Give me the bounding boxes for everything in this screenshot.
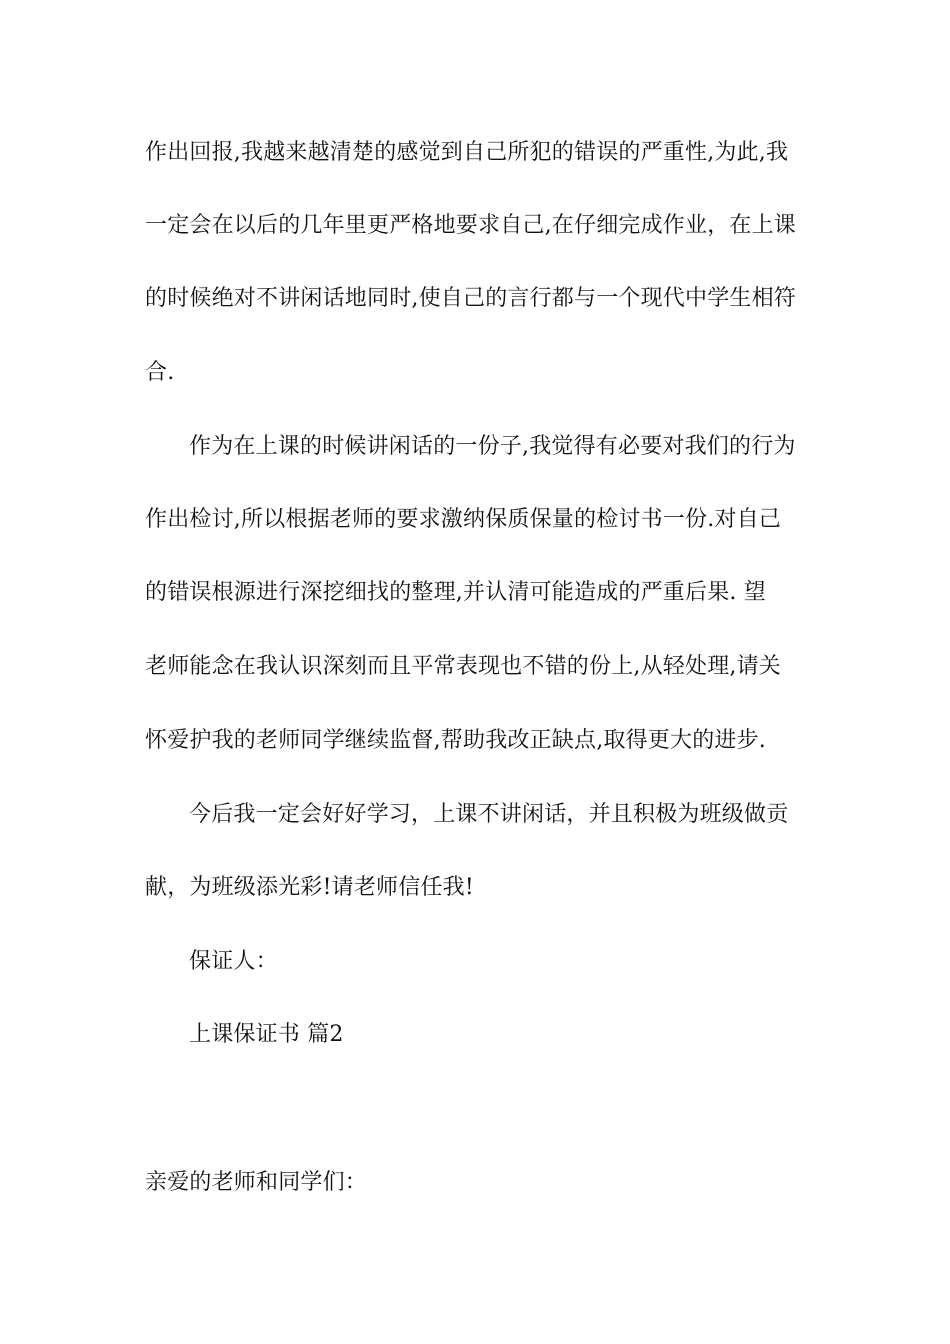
- paragraph-line: 作出回报,我越来越清楚的感觉到自己所犯的错误的严重性,为此,我: [145, 140, 789, 165]
- paragraph-line: 作出检讨,所以根据老师的要求激纳保质保量的检讨书一份.对自己: [145, 507, 781, 532]
- paragraph-line: 老师能念在我认识深刻而且平常表现也不错的份上,从轻处理,请关: [145, 654, 781, 679]
- paragraph-line: 怀爱护我的老师同学继续监督,帮助我改正缺点,取得更大的进步.: [145, 728, 766, 753]
- section-title: 上课保证书 篇2: [189, 1022, 344, 1047]
- paragraph-line: 的错误根源进行深挖细找的整理,并认清可能造成的严重后果. 望: [145, 580, 766, 605]
- salutation: 亲爱的老师和同学们：: [145, 1170, 368, 1195]
- paragraph-line: 一定会在以后的几年里更严格地要求自己,在仔细完成作业，在上课: [145, 213, 796, 238]
- paragraph-line: 作为在上课的时候讲闲话的一份子,我觉得有必要对我们的行为: [189, 434, 796, 459]
- signature-label: 保证人：: [189, 949, 278, 974]
- paragraph-line: 合.: [145, 360, 175, 385]
- paragraph-line: 今后我一定会好好学习，上课不讲闲话，并且积极为班级做贡: [189, 802, 789, 827]
- paragraph-line: 献，为班级添光彩!请老师信任我!: [145, 875, 474, 900]
- paragraph-line: 的时候绝对不讲闲话地同时,使自己的言行都与一个现代中学生相符: [145, 286, 796, 311]
